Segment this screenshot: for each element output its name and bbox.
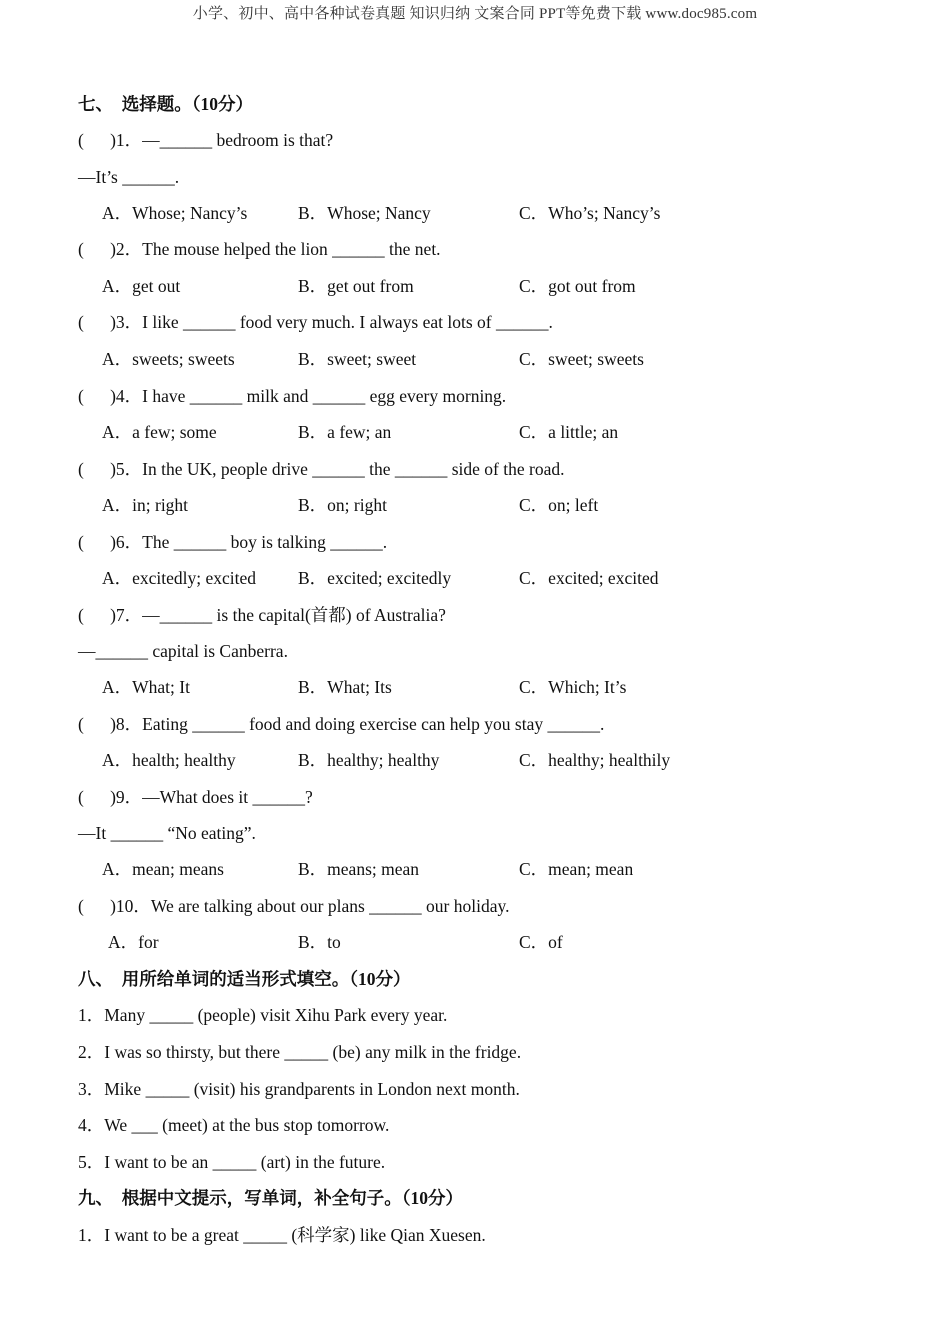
q10-stem: ( )10．We are talking about our plans ______ our holiday. [78,896,510,916]
section-8-item-4: 4．We ___ (meet) at the bus stop tomorrow. [78,1115,390,1135]
section-8-item-2: 2．I was so thirsty, but there _____ (be) any milk in the fridge. [78,1042,522,1062]
q4-option-c: C．a little; an [519,422,619,442]
q8-stem: ( )8．Eating ______ food and doing exercise can help you stay ______. [78,714,605,734]
q1-option-a: A．Whose; Nancy’s [102,203,248,223]
q10-option-c: C．of [519,932,563,952]
q9-reply: —It ______ “No eating”. [78,823,256,843]
q7-option-b: B．What; Its [298,677,392,697]
q5-option-a: A．in; right [102,495,189,515]
q1-reply: —It’s ______. [78,167,180,187]
q2-option-a: A．get out [102,276,181,296]
section-9-item-1: 1．I want to be a great _____ (科学家) like Qian Xuesen. [78,1225,486,1245]
q5-option-c: C．on; left [519,495,599,515]
q10-option-a: A．for [108,932,159,952]
q10-option-b: B．to [298,932,341,952]
q9-option-c: C．mean; mean [519,859,634,879]
q6-option-c: C．excited; excited [519,568,659,588]
q8-option-c: C．healthy; healthily [519,750,671,770]
q5-option-b: B．on; right [298,495,387,515]
q7-option-c: C．Which; It’s [519,677,627,697]
section-9-title: 九、 根据中文提示，写单词，补全句子。（10分） [78,1188,463,1208]
section-8-item-1: 1．Many _____ (people) visit Xihu Park every year. [78,1005,448,1025]
q2-option-c: C．got out from [519,276,636,296]
q9-option-b: B．means; mean [298,859,420,879]
q3-stem: ( )3．I like ______ food very much. I always eat lots of ______. [78,312,553,332]
q7-stem: ( )7．—______ is the capital(首都) of Australia? [78,605,446,625]
q6-stem: ( )6．The ______ boy is talking ______. [78,532,388,552]
q3-option-b: B．sweet; sweet [298,349,417,369]
q4-stem: ( )4．I have ______ milk and ______ egg every morning. [78,386,507,406]
q6-option-a: A．excitedly; excited [102,568,257,588]
q6-option-b: B．excited; excitedly [298,568,452,588]
q4-option-a: A．a few; some [102,422,217,442]
q7-reply: —______ capital is Canberra. [78,641,288,661]
q8-option-b: B．healthy; healthy [298,750,440,770]
q9-stem: ( )9．—What does it ______? [78,787,313,807]
q3-option-c: C．sweet; sweets [519,349,644,369]
q4-option-b: B．a few; an [298,422,392,442]
section-8-item-5: 5．I want to be an _____ (art) in the future. [78,1152,386,1172]
q7-option-a: A．What; It [102,677,190,697]
q1-option-c: C．Who’s; Nancy’s [519,203,661,223]
q9-option-a: A．mean; means [102,859,224,879]
q2-option-b: B．get out from [298,276,414,296]
section-8-item-3: 3．Mike _____ (visit) his grandparents in London next month. [78,1079,520,1099]
q8-option-a: A．health; healthy [102,750,236,770]
q2-stem: ( )2．The mouse helped the lion ______ the net. [78,239,441,259]
q1-stem: ( )1．—______ bedroom is that? [78,130,334,150]
section-8-title: 八、 用所给单词的适当形式填空。（10分） [78,969,411,989]
q5-stem: ( )5．In the UK, people drive ______ the ______ side of the road. [78,459,565,479]
q3-option-a: A．sweets; sweets [102,349,235,369]
section-7-title: 七、 选择题。（10分） [78,94,253,114]
page-header: 小学、初中、高中各种试卷真题 知识归纳 文案合同 PPT等免费下载 www.doc985.com [192,6,758,22]
q1-option-b: B．Whose; Nancy [298,203,431,223]
